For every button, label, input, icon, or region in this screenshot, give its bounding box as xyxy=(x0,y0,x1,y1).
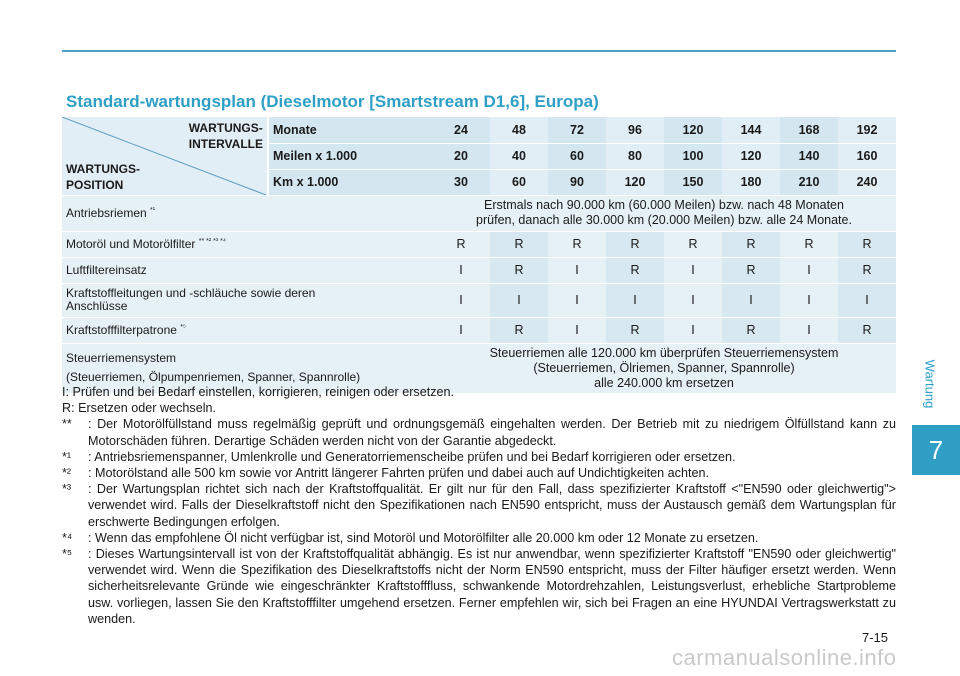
top-rule xyxy=(62,50,896,52)
footnote xyxy=(62,530,896,546)
schedule-cell: I xyxy=(664,283,722,317)
schedule-cell: I xyxy=(432,317,490,343)
schedule-cell: R xyxy=(722,257,780,283)
table-row xyxy=(62,317,896,343)
interval-label: Meilen x 1.000 xyxy=(268,143,432,169)
corner-intervals-label: WARTUNGS- INTERVALLE xyxy=(188,121,263,151)
interval-value: 168 xyxy=(780,117,838,143)
maintenance-item xyxy=(62,283,432,317)
footnote xyxy=(62,546,896,627)
table-row xyxy=(62,231,896,257)
schedule-cell: I xyxy=(664,257,722,283)
schedule-cell: I xyxy=(780,257,838,283)
schedule-cell: R xyxy=(432,231,490,257)
interval-value: 240 xyxy=(838,169,896,195)
schedule-cell: R xyxy=(606,231,664,257)
interval-label: Monate xyxy=(268,117,432,143)
footnote-mark: ** xyxy=(62,417,72,432)
interval-value: 120 xyxy=(606,169,664,195)
page-number: 7-15 xyxy=(862,630,889,645)
table-row xyxy=(62,257,896,283)
footnote-mark: *³ xyxy=(62,482,72,497)
interval-value: 90 xyxy=(548,169,606,195)
table-row xyxy=(62,195,896,231)
maintenance-item xyxy=(62,195,432,231)
schedule-cell: R xyxy=(664,231,722,257)
maintenance-item-label: Motoröl und Motorölfilter xyxy=(66,237,196,251)
maintenance-item-label: Kraftstofffilterpatrone xyxy=(66,323,177,337)
footnote xyxy=(62,416,896,448)
schedule-cell: R xyxy=(606,317,664,343)
chapter-side-label: Wartung xyxy=(922,359,938,409)
schedule-cell: R xyxy=(722,231,780,257)
maintenance-item-label: Antriebsriemen xyxy=(66,206,147,220)
footnote-text: : Motorölstand alle 500 km sowie vor Antritt längerer Fahrten prüfen und dabei auch auf Undichtigkeiten achten. xyxy=(88,466,709,481)
schedule-cell: I xyxy=(664,317,722,343)
interval-value: 140 xyxy=(780,143,838,169)
schedule-cell: R xyxy=(780,231,838,257)
interval-value: 144 xyxy=(722,117,780,143)
interval-value: 210 xyxy=(780,169,838,195)
footnote-text: : Der Motorölfüllstand muss regelmäßig geprüft und ordnungsgemäß eingehalten werden. Der Betrieb mit zu niedrigem Ölfüllstand kann zu Motorschäden führen. Derartige Schäden werden nicht von der Garantie abgedeckt. xyxy=(88,417,896,448)
footnote xyxy=(62,465,896,481)
schedule-cell: I xyxy=(432,283,490,317)
footnote xyxy=(62,481,896,530)
interval-value: 96 xyxy=(606,117,664,143)
chapter-tab[interactable]: 7 xyxy=(912,425,960,475)
schedule-cell: I xyxy=(548,317,606,343)
footnote-ref: *¹ xyxy=(150,207,156,214)
interval-row xyxy=(62,117,896,143)
footnote-mark: *¹ xyxy=(62,449,72,464)
watermark: carmanualsonline.info xyxy=(672,645,897,670)
footnote-text: : Antriebsriemenspanner, Umlenkrolle und Generatorriemenscheibe prüfen und bei Bedarf korrigieren oder ersetzen. xyxy=(88,449,736,464)
notes-section xyxy=(62,384,896,627)
interval-value: 100 xyxy=(664,143,722,169)
schedule-cell: R xyxy=(838,317,896,343)
footnote-text: : Dieses Wartungsintervall ist von der Kraftstoffqualität abhängig. Es ist nur anwendbar, wenn spezifizierter Kraftstoff "EN590 oder gleichwertig" verwendet wird. Wenn die Spezifikation des Dieselkraftstoffs nicht der Norm EN590 entspricht, muss der Filter häufiger ersetzt werden. Wenn sicherheitsrelevante Gründe wie eingeschränkter Kraftstofffluss, schwankende Motordrehzahlen, Leistungsverlust, erhebliche Startprobleme usw. vorliegen, lassen Sie den Kraftstofffilter umgehend ersetzen. Ferner empfehlen wir, sich bei Fragen an eine HYUNDAI Vertragswerkstatt zu wenden. xyxy=(88,547,896,626)
maintenance-item xyxy=(62,231,432,257)
interval-value: 30 xyxy=(432,169,490,195)
footnote-ref: ** *² *³ *⁴ xyxy=(198,238,226,245)
schedule-cell: I xyxy=(722,283,780,317)
footnote-text: : Der Wartungsplan richtet sich nach der Kraftstoffqualität. Er gilt nur für den Fall, dass spezifizierter Kraftstoff <"EN590 oder gleichwertig"> verwendet wird. Falls der Dieselkraftstoff nicht den Spezifikationen nach EN590 entspricht, muss der Austausch gemäß dem Wartungsplan für erschwerte Bedingungen erfolgen. xyxy=(88,482,896,529)
schedule-cell: R xyxy=(722,317,780,343)
interval-value: 180 xyxy=(722,169,780,195)
maintenance-item xyxy=(62,317,432,343)
schedule-cell: I xyxy=(780,317,838,343)
interval-value: 80 xyxy=(606,143,664,169)
interval-value: 24 xyxy=(432,117,490,143)
interval-value: 60 xyxy=(490,169,548,195)
schedule-cell: I xyxy=(606,283,664,317)
footnote-ref: *⁵ xyxy=(180,324,186,331)
interval-value: 40 xyxy=(490,143,548,169)
schedule-cell: R xyxy=(490,317,548,343)
interval-value: 150 xyxy=(664,169,722,195)
interval-value: 120 xyxy=(722,143,780,169)
schedule-cell: R xyxy=(838,231,896,257)
footnote-mark: *⁴ xyxy=(62,530,73,545)
interval-value: 48 xyxy=(490,117,548,143)
page-title: Standard-wartungsplan (Dieselmotor [Smartstream D1,6], Europa) xyxy=(66,92,599,111)
interval-value: 20 xyxy=(432,143,490,169)
interval-value: 120 xyxy=(664,117,722,143)
interval-value: 192 xyxy=(838,117,896,143)
schedule-cell: R xyxy=(838,257,896,283)
schedule-cell: I xyxy=(838,283,896,317)
footnote-mark: *⁵ xyxy=(62,547,73,562)
schedule-cell: R xyxy=(490,231,548,257)
maintenance-item-label: Steuerriemensystem (Steuerriemen, Ölpumpenriemen, Spanner, Spannrolle) xyxy=(66,351,361,384)
legend-i: I: Prüfen und bei Bedarf einstellen, korrigieren, reinigen oder ersetzen. xyxy=(62,385,455,399)
interval-label: Km x 1.000 xyxy=(268,169,432,195)
merged-note-cell: Erstmals nach 90.000 km (60.000 Meilen) bzw. nach 48 Monaten prüfen, danach alle 30.000 km (20.000 Meilen) bzw. alle 24 Monate. xyxy=(432,195,896,231)
interval-value: 160 xyxy=(838,143,896,169)
maintenance-table xyxy=(62,117,896,394)
footnote-mark: *² xyxy=(62,466,72,481)
legend-r: R: Ersetzen oder wechseln. xyxy=(62,401,216,416)
schedule-cell: I xyxy=(490,283,548,317)
maintenance-item xyxy=(62,257,432,283)
schedule-cell: R xyxy=(490,257,548,283)
corner-position-label: WARTUNGS- POSITION xyxy=(66,161,140,192)
schedule-cell: R xyxy=(548,231,606,257)
schedule-cell: I xyxy=(780,283,838,317)
merged-note-cell: Steuerriemen alle 120.000 km überprüfen Steuerriemensystem (Steuerriemen, Ölriemen, Spanner, Spannrolle) alle 240.000 km ersetzen xyxy=(432,343,896,393)
table-row xyxy=(62,283,896,317)
maintenance-item-label: Luftfiltereinsatz xyxy=(66,263,147,277)
schedule-cell: I xyxy=(548,283,606,317)
schedule-cell: I xyxy=(432,257,490,283)
schedule-cell: I xyxy=(548,257,606,283)
schedule-cell: R xyxy=(606,257,664,283)
table-corner-header xyxy=(62,117,268,195)
interval-value: 72 xyxy=(548,117,606,143)
footnote xyxy=(62,449,896,465)
maintenance-item-label: Kraftstoffleitungen und -schläuche sowie deren Anschlüsse xyxy=(66,286,316,313)
footnote-text: : Wenn das empfohlene Öl nicht verfügbar ist, sind Motoröl und Motorölfilter alle 20.000 km oder 12 Monate zu ersetzen. xyxy=(88,530,759,545)
interval-value: 60 xyxy=(548,143,606,169)
